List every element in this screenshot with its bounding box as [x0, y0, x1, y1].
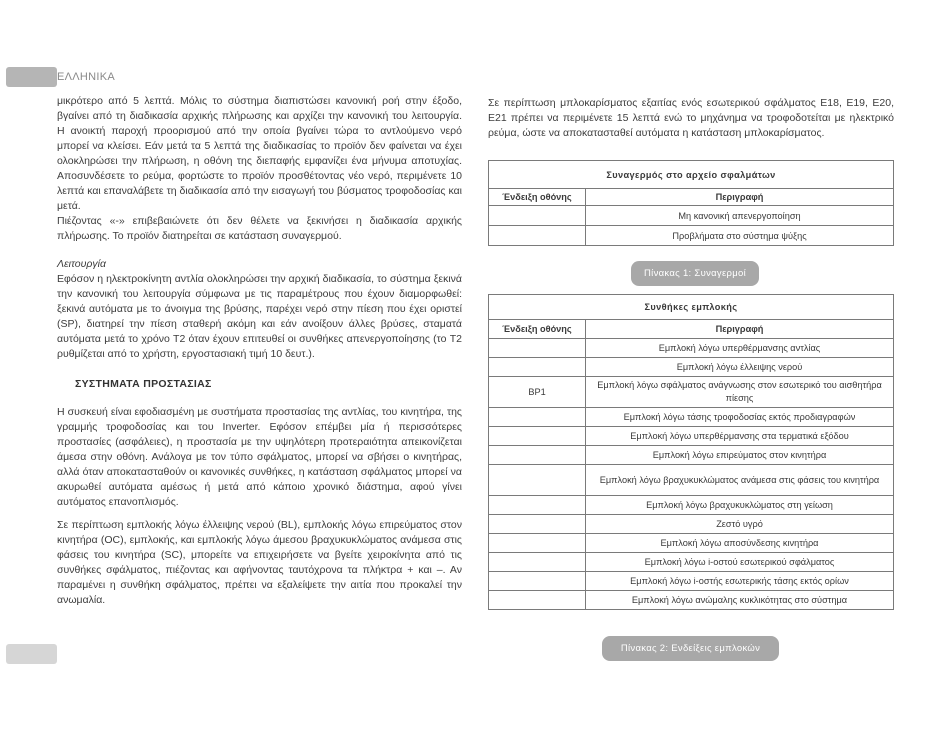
- column-header-display-code: Ένδειξη οθόνης: [489, 189, 586, 206]
- display-code-cell: [489, 446, 586, 465]
- paragraph-initial-filling: μικρότερο από 5 λεπτά. Μόλις το σύστημα διαπιστώσει κανονική ροή στην έξοδο, βγαίνει από τη διαδικασία αρχικής πλήρωσης και αρχίζει την κανονική του λειτουργία. Η ανοικτή παροχή προορισμού από την οποία βγαίνει τώρα το αντλούμενο νερό μπορεί να κλείσει. Εάν μετά τα 5 λεπτά της διαδικασίας το προϊόν δεν φαίνεται να έχει ολοκληρώσει την πλήρωση, η οθόνη της διεπαφής εμφανίζει ένα μήνυμα αποτυχίας. Αποσυνδέσετε το ρεύμα, φορτώστε το προϊόν προσθέτοντας νέο νερό, περιμένετε 10 λεπτά και επαναλάβετε τη διαδικασία από την εισαγωγή του βύσματος τροφοδοσίας και μετά.: [57, 95, 462, 212]
- display-code-cell: [489, 206, 586, 226]
- table-row: [489, 408, 894, 427]
- table-row: [489, 465, 894, 496]
- language-label: ΕΛΛΗΝΙΚΑ: [57, 71, 116, 83]
- paragraph-cancel-filling: Πιέζοντας «-» επιβεβαιώνετε ότι δεν θέλετε να ξεκινήσει η διαδικασία αρχικής πλήρωσης. Το προϊόν διατηρείται σε κατάσταση συναγερμού.: [57, 215, 462, 242]
- display-code-cell: [489, 226, 586, 246]
- display-code-cell: [489, 515, 586, 534]
- operation-heading: Λειτουργία: [57, 258, 106, 270]
- display-code-cell: [489, 427, 586, 446]
- alarm-log-table: [488, 160, 894, 246]
- description-cell: Εμπλοκή λόγω σφάλματος ανάγνωσης στον εσωτερικό του αισθητήρα πίεσης: [586, 377, 894, 408]
- table-row: [489, 339, 894, 358]
- description-cell: Εμπλοκή λόγω υπερθέρμανσης αντλίας: [586, 339, 894, 358]
- table-row: [489, 377, 894, 408]
- display-code-cell: [489, 339, 586, 358]
- language-tab-marker: [6, 67, 57, 87]
- description-cell: Εμπλοκή λόγω βραχυκυκλώματος στη γείωση: [586, 496, 894, 515]
- description-cell: Εμπλοκή λόγω επιρεύματος στον κινητήρα: [586, 446, 894, 465]
- table-row: [489, 358, 894, 377]
- display-code-cell: [489, 408, 586, 427]
- display-code-cell: [489, 572, 586, 591]
- paragraph-protection: Η συσκευή είναι εφοδιασμένη με συστήματα προστασίας της αντλίας, του κινητήρα, της γραμμής τροφοδοσίας και του Inverter. Εφόσον επέμβει μία ή περισσότερες προστασίες (ασφάλειες), η προστασία με την υψηλότερη προτεραιότητα απεικονίζεται άμεσα στην οθόνη. Ανάλογα με τον τύπο σφάλματος, μπορεί να σβήσει ο κινητήρας, αλλά όταν αποκατασταθούν οι κανονικές συνθήκες, η κατάσταση σφάλματος μπορεί να ακυρωθεί αυτόματα αμέσως ή μετά από κάποιο χρονικό διάστημα, αφού γίνει αυτόματος επανοπλισμός.: [57, 406, 462, 508]
- description-cell: Μη κανονική απενεργοποίηση: [586, 206, 894, 226]
- table1-caption: Πίνακας 1: Συναγερμοί: [631, 261, 759, 286]
- display-code-cell: [489, 553, 586, 572]
- column-header-display-code: Ένδειξη οθόνης: [489, 320, 586, 339]
- description-cell: Εμπλοκή λόγω ανώμαλης κυκλικότητας στο σύστημα: [586, 591, 894, 610]
- left-column: [57, 94, 462, 608]
- table-title: Συναγερμός στο αρχείο σφαλμάτων: [489, 161, 894, 189]
- table-row: [489, 206, 894, 226]
- display-code-cell: [489, 534, 586, 553]
- column-header-description: Περιγραφή: [586, 320, 894, 339]
- table-row: [489, 515, 894, 534]
- table-row: [489, 496, 894, 515]
- description-cell: Εμπλοκή λόγω i-οστής εσωτερικής τάσης εκτός ορίων: [586, 572, 894, 591]
- right-column: [488, 96, 894, 141]
- column-header-description: Περιγραφή: [586, 189, 894, 206]
- description-cell: Εμπλοκή λόγω αποσύνδεσης κινητήρα: [586, 534, 894, 553]
- description-cell: Προβλήματα στο σύστημα ψύξης: [586, 226, 894, 246]
- display-code-cell: BP1: [489, 377, 586, 408]
- description-cell: Εμπλοκή λόγω i-οστού εσωτερικού σφάλματος: [586, 553, 894, 572]
- table-row: [489, 591, 894, 610]
- paragraph-operation: Εφόσον η ηλεκτροκίνητη αντλία ολοκληρώσει την αρχική διαδικασία, το σύστημα ξεκινά την κανονική του λειτουργία σύμφωνα με τις παραμέτρους που έχουν διαμορφωθεί: ξεκινά αυτόματα με το άνοιγμα της βρύσης, παρέχει νερό στην πίεση που έχει οριστεί (SP), διατηρεί την πίεση σταθερή ακόμη και εάν ανοίξουν άλλες βρύσες, σταματά αυτόματα μετά το χρόνο T2 όταν έχουν επιτευθεί οι συνθήκες απενεργοποίησης (το T2 ρυθμίζεται από το χρήστη, εργοστασιακή τιμή 10 δευτ.).: [57, 273, 462, 360]
- table2-caption: Πίνακας 2: Ενδείξεις εμπλοκών: [602, 636, 779, 661]
- table-row: [489, 427, 894, 446]
- table-title: Συνθήκες εμπλοκής: [489, 295, 894, 320]
- description-cell: Ζεστό υγρό: [586, 515, 894, 534]
- table-row: [489, 553, 894, 572]
- description-cell: Εμπλοκή λόγω βραχυκυκλώματος ανάμεσα στις φάσεις του κινητήρα: [586, 465, 894, 496]
- table-row: [489, 534, 894, 553]
- display-code-cell: [489, 358, 586, 377]
- page-number-tab: [6, 644, 57, 664]
- blocking-conditions-table: [488, 294, 894, 610]
- protection-systems-heading: ΣΥΣΤΗΜΑΤΑ ΠΡΟΣΤΑΣΙΑΣ: [75, 378, 212, 390]
- display-code-cell: [489, 591, 586, 610]
- paragraph-internal-error: Σε περίπτωση μπλοκαρίσματος εξαιτίας ενός εσωτερικού σφάλματος E18, E19, E20, E21 πρέπει να περιμένετε 15 λεπτά ενώ το μηχάνημα να τροφοδοτείται με ηλεκτρικό ρεύμα, ώστε να αποκατασταθεί αυτόματα η κατάσταση μπλοκαρίσματος.: [488, 97, 894, 139]
- display-code-cell: [489, 496, 586, 515]
- paragraph-manual-reset: Σε περίπτωση εμπλοκής λόγω έλλειψης νερού (BL), εμπλοκής λόγω επιρεύματος στον κινητήρα (OC), εμπλοκής, και εμπλοκής λόγω άμεσου βραχυκυκλώματος ανάμεσα στις φάσεις του κινητήρα (SC), μπορείτε να επιχειρήσετε να βγείτε χειροκίνητα από τις συνθήκες σφάλματος, πιέζοντας και αφήνοντας ταυτόχρονα τα πλήκτρα + και –. Αν παραμένει η συνθήκη σφάλματος, πρέπει να εξαλείψετε την αιτία που προκαλεί την ανωμαλία.: [57, 519, 462, 606]
- table-row: [489, 572, 894, 591]
- table-row: [489, 446, 894, 465]
- table-row: [489, 226, 894, 246]
- description-cell: Εμπλοκή λόγω τάσης τροφοδοσίας εκτός προδιαγραφών: [586, 408, 894, 427]
- description-cell: Εμπλοκή λόγω υπερθέρμανσης στα τερματικά εξόδου: [586, 427, 894, 446]
- display-code-cell: [489, 465, 586, 496]
- description-cell: Εμπλοκή λόγω έλλειψης νερού: [586, 358, 894, 377]
